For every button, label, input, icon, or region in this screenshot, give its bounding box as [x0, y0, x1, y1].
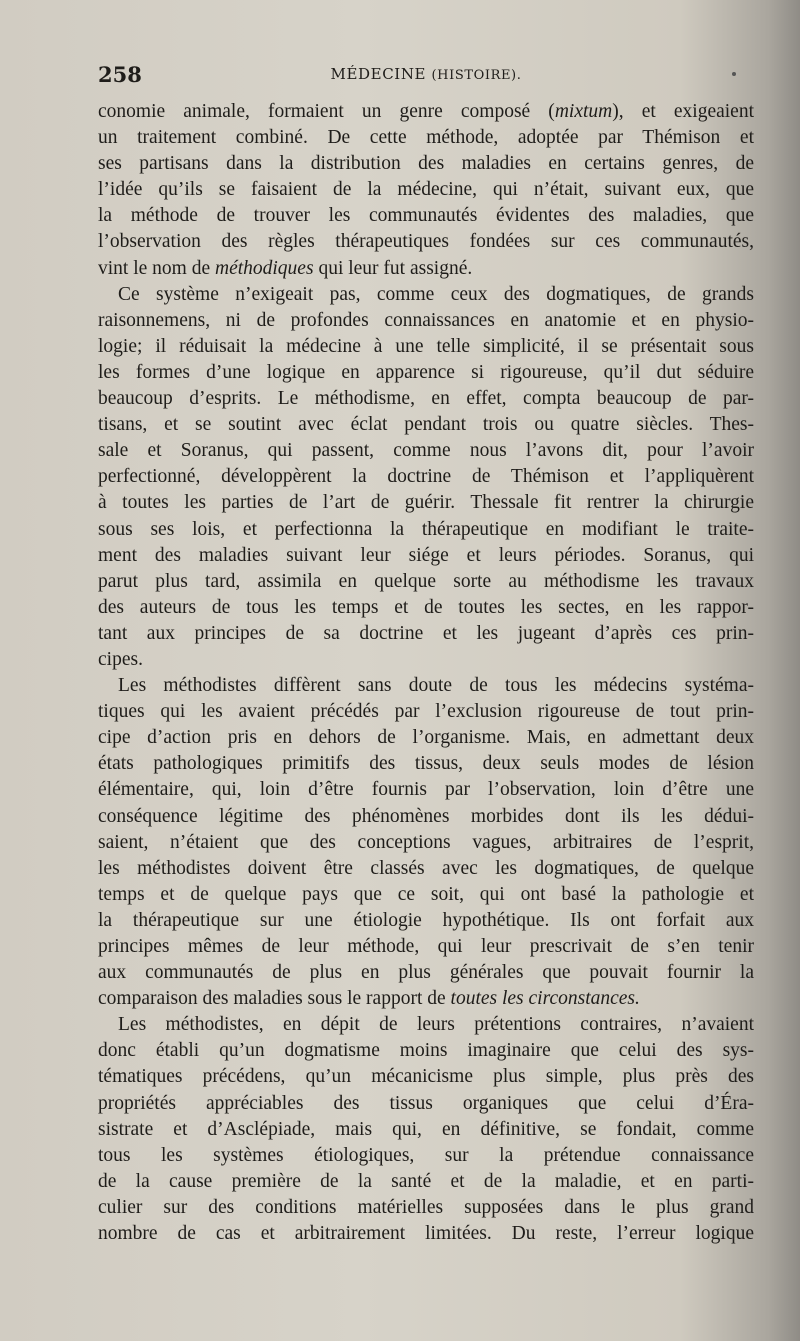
text-segment: états pathologiques primitifs des tissus, deux seuls modes de lésion: [98, 753, 754, 775]
text-line: [98, 543, 754, 569]
text-line: [98, 804, 754, 830]
text-segment: propriétés appréciables des tissus organiques que celui d’Éra-: [98, 1092, 754, 1114]
text-line: [98, 647, 754, 673]
text-line: [98, 412, 754, 438]
text-segment: temps et de quelque pays que ce soit, qui ont basé la pathologie et: [98, 883, 754, 905]
text-line: [98, 386, 754, 412]
text-segment: cipes.: [98, 648, 143, 670]
text-segment: Les méthodistes diffèrent sans doute de tous les médecins systéma-: [118, 675, 754, 697]
text-segment: l’observation des règles thérapeutiques fondées sur ces communautés,: [98, 231, 754, 253]
text-line: [98, 751, 754, 777]
running-header: [96, 62, 756, 92]
text-segment: logie; il réduisait la médecine à une telle simplicité, il se présentait sous: [98, 335, 754, 357]
text-segment: comparaison des maladies sous le rapport de: [98, 988, 451, 1010]
running-title-sub: (HISTOIRE).: [431, 68, 522, 83]
text-segment: tous les systèmes étiologiques, sur la prétendue connaissance: [98, 1144, 754, 1166]
text-line: [98, 1012, 754, 1038]
text-segment: tant aux principes de sa doctrine et les jugeant d’après ces prin-: [98, 622, 754, 644]
text-segment: beaucoup d’esprits. Le méthodisme, en effet, compta beaucoup de par-: [98, 388, 754, 410]
text-line: [98, 621, 754, 647]
text-line: [98, 1143, 754, 1169]
text-line: [98, 125, 754, 151]
text-line: [98, 986, 754, 1012]
text-segment: tiques qui les avaient précédés par l’exclusion rigoureuse de tout prin-: [98, 701, 754, 723]
text-line: [98, 438, 754, 464]
text-line: [98, 725, 754, 751]
text-line: [98, 673, 754, 699]
text-segment: les méthodistes doivent être classés avec les dogmatiques, de quelque: [98, 857, 754, 879]
text-line: [98, 1117, 754, 1143]
text-segment: parut plus tard, assimila en quelque sorte au méthodisme les travaux: [98, 570, 754, 592]
text-segment: à toutes les parties de l’art de guérir. Thessale fit rentrer la chirurgie: [98, 492, 754, 514]
text-segment: ment des maladies suivant leur siége et leurs périodes. Soranus, qui: [98, 544, 754, 566]
text-segment: des auteurs de tous les temps et de toutes les sectes, en les rappor-: [98, 596, 754, 618]
text-segment: ), et exigeaient: [612, 101, 754, 122]
text-line: [98, 308, 754, 334]
text-line: [98, 99, 754, 125]
text-line: [98, 517, 754, 543]
text-segment: Ce système n’exigeait pas, comme ceux des dogmatiques, de grands: [118, 283, 754, 305]
text-line: [98, 830, 754, 856]
text-line: [98, 569, 754, 595]
text-line: [98, 256, 754, 282]
text-line: [98, 177, 754, 203]
text-line: [98, 1064, 754, 1090]
text-line: [98, 777, 754, 803]
text-line: [98, 882, 754, 908]
text-line: [98, 229, 754, 255]
running-title-main: MÉDECINE: [330, 65, 427, 83]
text-line: [98, 490, 754, 516]
text-segment: Les méthodistes, en dépit de leurs prétentions contraires, n’avaient: [118, 1014, 754, 1036]
text-line: [98, 360, 754, 386]
text-segment: saient, n’étaient que des conceptions vagues, arbitraires de l’esprit,: [98, 831, 754, 853]
running-title: [96, 65, 756, 83]
text-segment: la thérapeutique sur une étiologie hypothétique. Ils ont forfait aux: [98, 909, 754, 931]
text-line: [98, 699, 754, 725]
text-segment: culier sur des conditions matérielles supposées dans le plus grand: [98, 1196, 754, 1218]
text-segment: principes mêmes de leur méthode, qui leur prescrivait de s’en tenir: [98, 936, 754, 957]
text-line: [98, 282, 754, 308]
text-segment: qui leur fut assigné.: [313, 257, 473, 279]
text-line: [98, 151, 754, 177]
text-line: [98, 464, 754, 490]
text-segment: l’idée qu’ils se faisaient de la médecine, qui n’était, suivant eux, que: [98, 179, 754, 201]
text-segment: la méthode de trouver les communautés évidentes des maladies, que: [98, 205, 754, 227]
text-line: [98, 203, 754, 229]
text-segment: de la cause première de la santé et de la maladie, et en parti-: [98, 1170, 754, 1192]
text-segment: conomie animale, formaient un genre composé (: [98, 101, 555, 122]
text-line: [98, 934, 754, 960]
page-number: 258: [98, 62, 142, 87]
text-segment: raisonnemens, ni de profondes connaissances en anatomie et en physio-: [98, 309, 754, 331]
text-line: [98, 334, 754, 360]
text-line: [98, 1038, 754, 1064]
text-segment: sistrate et d’Asclépiade, mais qui, en définitive, se fondait, comme: [98, 1118, 754, 1140]
text-segment: tématiques précédens, qu’un mécanicisme plus simple, plus près des: [98, 1066, 754, 1088]
text-line: [98, 1169, 754, 1195]
text-segment: tisans, et se soutint avec éclat pendant trois ou quatre siècles. Thes-: [98, 414, 754, 436]
text-segment: donc établi qu’un dogmatisme moins imaginaire que celui des sys-: [98, 1040, 754, 1062]
text-line: [98, 1221, 754, 1247]
text-line: [98, 908, 754, 934]
text-line: [98, 1195, 754, 1221]
text-segment: cipe d’action pris en dehors de l’organisme. Mais, en admettant deux: [98, 727, 754, 749]
ink-speck: [732, 72, 736, 76]
text-segment: sale et Soranus, qui passent, comme nous l’avons dit, pour l’avoir: [98, 440, 754, 462]
text-segment: aux communautés de plus en plus générales que pouvait fournir la: [98, 962, 754, 984]
italic-text: méthodiques: [214, 257, 314, 279]
text-segment: conséquence légitime des phénomènes morbides dont ils les dédui-: [98, 805, 754, 827]
text-line: [98, 856, 754, 882]
page-body-text: [98, 99, 754, 1247]
text-segment: vint le nom de: [98, 257, 215, 279]
text-segment: élémentaire, qui, loin d’être fournis par l’observation, loin d’être une: [98, 779, 754, 801]
text-segment: sous ses lois, et perfectionna la thérapeutique en modifiant le traite-: [98, 518, 754, 540]
italic-text: mixtum: [554, 101, 613, 122]
text-segment: nombre de cas et arbitrairement limitées. Du reste, l’erreur logique: [98, 1223, 754, 1245]
text-segment: un traitement combiné. De cette méthode, adoptée par Thémison et: [98, 127, 754, 149]
text-line: [98, 1091, 754, 1117]
text-segment: les formes d’une logique en apparence si rigoureuse, qu’il dut séduire: [98, 361, 754, 383]
text-line: [98, 960, 754, 986]
text-line: [98, 595, 754, 621]
italic-text: toutes les circonstances.: [450, 988, 640, 1010]
text-segment: perfectionné, développèrent la doctrine de Thémison et l’appliquèrent: [98, 466, 754, 488]
text-segment: ses partisans dans la distribution des maladies en certains genres, de: [98, 153, 754, 175]
